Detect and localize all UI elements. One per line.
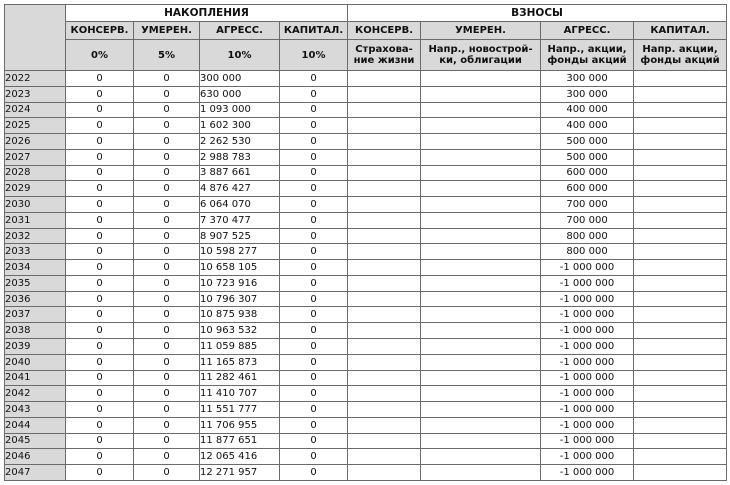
savings-aggressive-cell: 1 093 000 [200,102,280,118]
savings-moderate-cell: 0 [134,118,200,134]
rate-moderate: 5% [134,40,200,71]
table-row [5,197,727,213]
table-row [5,354,727,370]
savings-aggressive-cell: 300 000 [200,71,280,87]
savings-moderate-cell: 0 [134,402,200,418]
contrib-moderate-cell [421,386,541,402]
savings-conservative-cell: 0 [66,102,134,118]
contrib-moderate-cell [421,370,541,386]
contrib-capital-cell [634,323,727,339]
contrib-conservative-cell [348,165,421,181]
savings-capital-cell: 0 [280,370,348,386]
contrib-conservative-cell [348,228,421,244]
savings-conservative-cell: 0 [66,354,134,370]
savings-conservative-cell: 0 [66,339,134,355]
contrib-moderate-cell [421,275,541,291]
savings-capital-cell: 0 [280,149,348,165]
savings-conservative-cell: 0 [66,291,134,307]
savings-aggressive-cell: 6 064 070 [200,197,280,213]
contrib-moderate-cell [421,71,541,87]
savings-capital-cell: 0 [280,260,348,276]
savings-moderate-cell: 0 [134,370,200,386]
contrib-moderate-cell [421,417,541,433]
col-header-contrib-aggressive: АГРЕСС. [541,22,634,40]
contrib-moderate-cell [421,181,541,197]
col-header-savings-moderate: УМЕРЕН. [134,22,200,40]
contrib-capital-cell [634,134,727,150]
savings-capital-cell: 0 [280,244,348,260]
contrib-aggressive-cell: 700 000 [541,212,634,228]
year-cell: 2040 [5,354,66,370]
rate-capital: 10% [280,40,348,71]
savings-aggressive-cell: 2 988 783 [200,149,280,165]
contrib-conservative-cell [348,354,421,370]
savings-conservative-cell: 0 [66,433,134,449]
contrib-aggressive-cell: -1 000 000 [541,339,634,355]
savings-conservative-cell: 0 [66,181,134,197]
savings-capital-cell: 0 [280,402,348,418]
note-conservative: Страхова- ние жизни [348,40,421,71]
contrib-aggressive-cell: 800 000 [541,228,634,244]
contrib-conservative-cell [348,402,421,418]
savings-capital-cell: 0 [280,102,348,118]
year-cell: 2027 [5,149,66,165]
table-row [5,370,727,386]
contrib-moderate-cell [421,165,541,181]
savings-group-header: НАКОПЛЕНИЯ [66,5,348,22]
contrib-conservative-cell [348,86,421,102]
contrib-moderate-cell [421,354,541,370]
contrib-capital-cell [634,402,727,418]
savings-conservative-cell: 0 [66,386,134,402]
contrib-aggressive-cell: -1 000 000 [541,260,634,276]
savings-moderate-cell: 0 [134,339,200,355]
year-cell: 2031 [5,212,66,228]
contributions-group-header: ВЗНОСЫ [348,5,727,22]
contrib-capital-cell [634,71,727,87]
savings-conservative-cell: 0 [66,449,134,465]
savings-aggressive-cell: 7 370 477 [200,212,280,228]
year-cell: 2042 [5,386,66,402]
year-cell: 2024 [5,102,66,118]
contrib-capital-cell [634,244,727,260]
table-row [5,417,727,433]
savings-aggressive-cell: 11 282 461 [200,370,280,386]
savings-moderate-cell: 0 [134,165,200,181]
contrib-capital-cell [634,165,727,181]
savings-moderate-cell: 0 [134,181,200,197]
savings-conservative-cell: 0 [66,323,134,339]
savings-moderate-cell: 0 [134,275,200,291]
contrib-moderate-cell [421,197,541,213]
contrib-conservative-cell [348,291,421,307]
table-row [5,307,727,323]
savings-capital-cell: 0 [280,433,348,449]
table-row [5,71,727,87]
savings-conservative-cell: 0 [66,417,134,433]
savings-capital-cell: 0 [280,197,348,213]
table-row [5,149,727,165]
savings-conservative-cell: 0 [66,165,134,181]
table-body [5,71,727,481]
savings-conservative-cell: 0 [66,71,134,87]
savings-capital-cell: 0 [280,118,348,134]
year-cell: 2041 [5,370,66,386]
year-cell: 2034 [5,260,66,276]
savings-moderate-cell: 0 [134,86,200,102]
year-cell: 2046 [5,449,66,465]
table-row [5,228,727,244]
contrib-capital-cell [634,386,727,402]
savings-conservative-cell: 0 [66,197,134,213]
savings-capital-cell: 0 [280,134,348,150]
year-cell: 2044 [5,417,66,433]
table-row [5,339,727,355]
year-cell: 2047 [5,465,66,481]
contrib-aggressive-cell: -1 000 000 [541,417,634,433]
savings-moderate-cell: 0 [134,102,200,118]
table-row [5,165,727,181]
rate-conservative: 0% [66,40,134,71]
savings-moderate-cell: 0 [134,149,200,165]
table-row [5,433,727,449]
savings-aggressive-cell: 8 907 525 [200,228,280,244]
contrib-moderate-cell [421,118,541,134]
contrib-capital-cell [634,86,727,102]
table-row [5,260,727,276]
savings-aggressive-cell: 10 658 105 [200,260,280,276]
contrib-aggressive-cell: 500 000 [541,134,634,150]
savings-capital-cell: 0 [280,181,348,197]
contrib-conservative-cell [348,197,421,213]
savings-aggressive-cell: 3 887 661 [200,165,280,181]
contrib-conservative-cell [348,386,421,402]
savings-aggressive-cell: 10 598 277 [200,244,280,260]
contrib-moderate-cell [421,134,541,150]
contrib-capital-cell [634,102,727,118]
contrib-conservative-cell [348,212,421,228]
contrib-aggressive-cell: 400 000 [541,118,634,134]
year-cell: 2045 [5,433,66,449]
savings-capital-cell: 0 [280,449,348,465]
year-header-cell [5,5,66,71]
contrib-aggressive-cell: 700 000 [541,197,634,213]
table-row [5,181,727,197]
table-row [5,102,727,118]
contrib-capital-cell [634,228,727,244]
rate-aggressive: 10% [200,40,280,71]
savings-moderate-cell: 0 [134,71,200,87]
savings-capital-cell: 0 [280,417,348,433]
savings-moderate-cell: 0 [134,197,200,213]
savings-conservative-cell: 0 [66,228,134,244]
contrib-conservative-cell [348,323,421,339]
savings-aggressive-cell: 10 875 938 [200,307,280,323]
savings-moderate-cell: 0 [134,291,200,307]
year-cell: 2037 [5,307,66,323]
contrib-conservative-cell [348,149,421,165]
contrib-aggressive-cell: 400 000 [541,102,634,118]
table-row [5,323,727,339]
contrib-aggressive-cell: -1 000 000 [541,370,634,386]
contrib-conservative-cell [348,260,421,276]
contrib-conservative-cell [348,307,421,323]
contrib-moderate-cell [421,212,541,228]
savings-moderate-cell: 0 [134,134,200,150]
savings-conservative-cell: 0 [66,149,134,165]
contrib-moderate-cell [421,465,541,481]
savings-moderate-cell: 0 [134,228,200,244]
savings-moderate-cell: 0 [134,260,200,276]
col-header-contrib-moderate: УМЕРЕН. [421,22,541,40]
contrib-capital-cell [634,465,727,481]
table-row [5,118,727,134]
contrib-capital-cell [634,118,727,134]
savings-conservative-cell: 0 [66,134,134,150]
table-row [5,465,727,481]
contrib-conservative-cell [348,181,421,197]
contrib-moderate-cell [421,323,541,339]
savings-aggressive-cell: 4 876 427 [200,181,280,197]
contrib-conservative-cell [348,433,421,449]
col-header-savings-aggressive: АГРЕСС. [200,22,280,40]
savings-moderate-cell: 0 [134,354,200,370]
contrib-aggressive-cell: 600 000 [541,165,634,181]
savings-moderate-cell: 0 [134,417,200,433]
contrib-conservative-cell [348,449,421,465]
contrib-moderate-cell [421,86,541,102]
savings-aggressive-cell: 10 963 532 [200,323,280,339]
savings-conservative-cell: 0 [66,465,134,481]
contrib-moderate-cell [421,339,541,355]
contrib-moderate-cell [421,149,541,165]
table-row [5,402,727,418]
contrib-conservative-cell [348,134,421,150]
contrib-capital-cell [634,433,727,449]
table-row [5,212,727,228]
savings-capital-cell: 0 [280,339,348,355]
savings-aggressive-cell: 11 165 873 [200,354,280,370]
savings-capital-cell: 0 [280,165,348,181]
savings-conservative-cell: 0 [66,260,134,276]
col-header-contrib-capital: КАПИТАЛ. [634,22,727,40]
contrib-moderate-cell [421,449,541,465]
contrib-moderate-cell [421,228,541,244]
savings-capital-cell: 0 [280,291,348,307]
savings-conservative-cell: 0 [66,118,134,134]
contrib-moderate-cell [421,307,541,323]
contrib-moderate-cell [421,433,541,449]
year-cell: 2026 [5,134,66,150]
contrib-capital-cell [634,275,727,291]
savings-capital-cell: 0 [280,354,348,370]
contrib-conservative-cell [348,244,421,260]
savings-moderate-cell: 0 [134,433,200,449]
savings-capital-cell: 0 [280,323,348,339]
savings-conservative-cell: 0 [66,86,134,102]
contrib-moderate-cell [421,102,541,118]
savings-aggressive-cell: 630 000 [200,86,280,102]
year-cell: 2033 [5,244,66,260]
contrib-capital-cell [634,449,727,465]
contrib-aggressive-cell: -1 000 000 [541,323,634,339]
savings-aggressive-cell: 10 723 916 [200,275,280,291]
savings-capital-cell: 0 [280,212,348,228]
note-moderate: Напр., новострой- ки, облигации [421,40,541,71]
savings-capital-cell: 0 [280,71,348,87]
contrib-capital-cell [634,339,727,355]
year-cell: 2023 [5,86,66,102]
contrib-moderate-cell [421,402,541,418]
contrib-capital-cell [634,149,727,165]
contrib-capital-cell [634,307,727,323]
contrib-aggressive-cell: -1 000 000 [541,433,634,449]
contrib-capital-cell [634,370,727,386]
contrib-aggressive-cell: -1 000 000 [541,307,634,323]
savings-conservative-cell: 0 [66,370,134,386]
contrib-capital-cell [634,260,727,276]
savings-aggressive-cell: 10 796 307 [200,291,280,307]
col-header-savings-capital: КАПИТАЛ. [280,22,348,40]
savings-aggressive-cell: 11 877 651 [200,433,280,449]
contrib-aggressive-cell: -1 000 000 [541,291,634,307]
contrib-aggressive-cell: -1 000 000 [541,386,634,402]
savings-conservative-cell: 0 [66,212,134,228]
contrib-aggressive-cell: 600 000 [541,181,634,197]
year-cell: 2036 [5,291,66,307]
note-aggressive: Напр., акции, фонды акций [541,40,634,71]
savings-moderate-cell: 0 [134,244,200,260]
year-cell: 2043 [5,402,66,418]
contrib-capital-cell [634,291,727,307]
savings-aggressive-cell: 11 410 707 [200,386,280,402]
savings-moderate-cell: 0 [134,307,200,323]
contrib-aggressive-cell: -1 000 000 [541,465,634,481]
table-row [5,386,727,402]
savings-moderate-cell: 0 [134,212,200,228]
contrib-aggressive-cell: -1 000 000 [541,402,634,418]
contrib-capital-cell [634,417,727,433]
table-row [5,244,727,260]
savings-aggressive-cell: 11 706 955 [200,417,280,433]
contrib-moderate-cell [421,291,541,307]
year-cell: 2032 [5,228,66,244]
contrib-conservative-cell [348,417,421,433]
contrib-aggressive-cell: 800 000 [541,244,634,260]
contrib-capital-cell [634,181,727,197]
savings-conservative-cell: 0 [66,402,134,418]
savings-aggressive-cell: 2 262 530 [200,134,280,150]
savings-aggressive-cell: 12 065 416 [200,449,280,465]
savings-moderate-cell: 0 [134,449,200,465]
savings-capital-cell: 0 [280,465,348,481]
year-cell: 2025 [5,118,66,134]
savings-aggressive-cell: 1 602 300 [200,118,280,134]
savings-conservative-cell: 0 [66,275,134,291]
savings-aggressive-cell: 11 059 885 [200,339,280,355]
contrib-conservative-cell [348,71,421,87]
year-cell: 2022 [5,71,66,87]
year-cell: 2030 [5,197,66,213]
contrib-conservative-cell [348,118,421,134]
table-row [5,449,727,465]
contrib-conservative-cell [348,275,421,291]
savings-conservative-cell: 0 [66,244,134,260]
contrib-conservative-cell [348,465,421,481]
table-row [5,291,727,307]
savings-capital-cell: 0 [280,386,348,402]
contrib-capital-cell [634,197,727,213]
savings-aggressive-cell: 11 551 777 [200,402,280,418]
savings-moderate-cell: 0 [134,323,200,339]
contrib-aggressive-cell: 500 000 [541,149,634,165]
note-capital: Напр. акции, фонды акций [634,40,727,71]
savings-moderate-cell: 0 [134,386,200,402]
contrib-moderate-cell [421,244,541,260]
savings-capital-cell: 0 [280,228,348,244]
contrib-aggressive-cell: -1 000 000 [541,354,634,370]
savings-capital-cell: 0 [280,275,348,291]
year-cell: 2039 [5,339,66,355]
year-cell: 2035 [5,275,66,291]
contrib-aggressive-cell: -1 000 000 [541,449,634,465]
savings-conservative-cell: 0 [66,307,134,323]
savings-aggressive-cell: 12 271 957 [200,465,280,481]
table-row [5,134,727,150]
contrib-aggressive-cell: 300 000 [541,71,634,87]
contrib-conservative-cell [348,339,421,355]
col-header-savings-conservative: КОНСЕРВ. [66,22,134,40]
year-cell: 2038 [5,323,66,339]
contrib-capital-cell [634,212,727,228]
contrib-aggressive-cell: -1 000 000 [541,275,634,291]
savings-moderate-cell: 0 [134,465,200,481]
table-row [5,86,727,102]
savings-capital-cell: 0 [280,86,348,102]
col-header-contrib-conservative: КОНСЕРВ. [348,22,421,40]
savings-capital-cell: 0 [280,307,348,323]
contrib-conservative-cell [348,102,421,118]
savings-contributions-table [4,4,727,481]
contrib-moderate-cell [421,260,541,276]
contrib-conservative-cell [348,370,421,386]
year-cell: 2028 [5,165,66,181]
year-cell: 2029 [5,181,66,197]
table-row [5,275,727,291]
contrib-capital-cell [634,354,727,370]
contrib-aggressive-cell: 300 000 [541,86,634,102]
